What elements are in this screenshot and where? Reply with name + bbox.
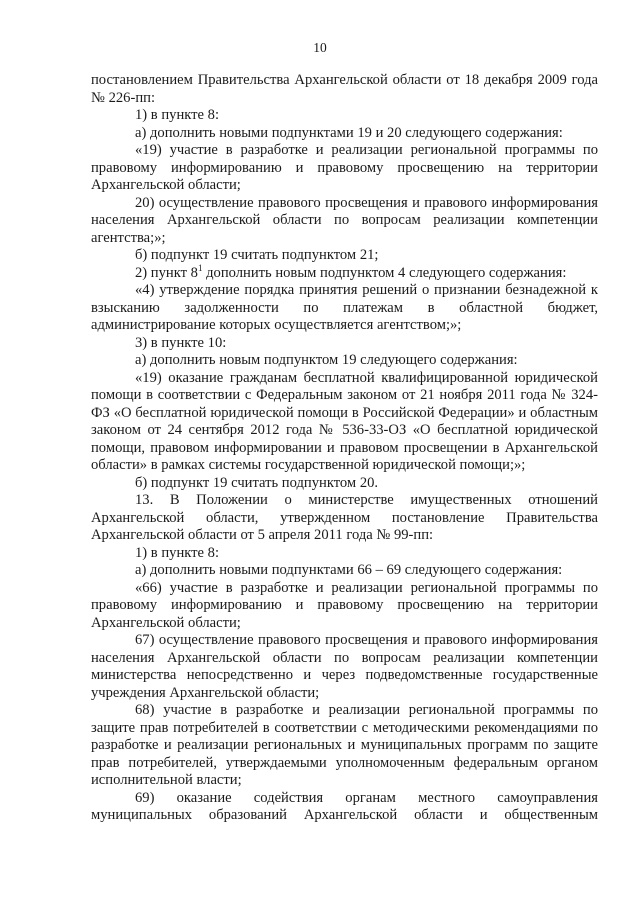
paragraph: 13. В Положении о министерстве имущественных отношений Архангельской области, утвержденном постановление Правительства Архангельской области от 5 апреля 2011 года № 99-пп: <box>91 492 598 543</box>
superscript: 1 <box>197 262 203 273</box>
paragraph: 1) в пункте 8: <box>135 107 220 123</box>
item-2-text: 2) пункт 8 <box>135 264 198 281</box>
paragraph: 20) осуществление правового просвещения и правового информирования населения Архангельской области по вопросам реализации компетенции агентства;»; <box>91 194 598 246</box>
paragraph: «19) участие в разработке и реализации региональной программы по правовому информированию и правовому просвещению на территории Архангельской области; <box>91 142 598 193</box>
paragraph: «66) участие в разработке и реализации региональной программы по правовому информированию и правовому просвещению на территории Архангельской области; <box>91 579 598 631</box>
paragraph: «4) утверждение порядка принятия решений о признании безнадежной к взысканию задолженности по платежам в областной бюджет, администрирование которых осуществляется агентством;»; <box>91 282 598 333</box>
document-body <box>91 72 598 825</box>
paragraph-item-2 <box>91 262 598 283</box>
paragraph: а) дополнить новыми подпунктами 19 и 20 следующего содержания: <box>135 124 563 141</box>
paragraph: 3) в пункте 10: <box>135 334 227 351</box>
paragraph: б) подпункт 19 считать подпунктом 21; <box>135 247 379 263</box>
paragraph: «19) оказание гражданам бесплатной квалифицированной юридической помощи в соответствии с Федеральным законом от 21 ноября 2011 года № 324-ФЗ «О бесплатной юридической помощи в Российской Федерации» и областным законом от 24 сентября 2012 года № 536-33-ОЗ «О бесплатной юридической помощи, правовом информировании и правовом просвещении в Архангельской области» в рамках системы государственной юридической помощи;»; <box>91 369 598 473</box>
page-number: 10 <box>313 40 327 55</box>
item-2-text-rest: дополнить новым подпунктом 4 следующего содержания: <box>202 264 567 281</box>
paragraph: а) дополнить новыми подпунктами 66 – 69 следующего содержания: <box>135 562 563 578</box>
paragraph: 68) участие в разработке и реализации региональной программы по защите прав потребителей в соответствии с методическими рекомендациями по разработке и реализации региональных и муниципальных программ по защите прав потребителей, утверждаемыми уполномоченным федеральным органом исполнительной власти; <box>91 702 598 788</box>
paragraph: постановлением Правительства Архангельской области от 18 декабря 2009 года № 226-пп: <box>91 72 598 106</box>
paragraph: 1) в пункте 8: <box>135 544 220 561</box>
paragraph: б) подпункт 19 считать подпунктом 20. <box>135 474 379 491</box>
paragraph-continued: 69) оказание содействия органам местного самоуправления муниципальных образований Архангельской области и общественным <box>91 789 598 823</box>
paragraph: 67) осуществление правового просвещения и правового информирования населения Архангельской области по вопросам реализации компетенции министерства непосредственно и через подведомственные государственные учреждения Архангельской области; <box>91 632 598 701</box>
paragraph: а) дополнить новым подпунктом 19 следующего содержания: <box>135 352 518 368</box>
